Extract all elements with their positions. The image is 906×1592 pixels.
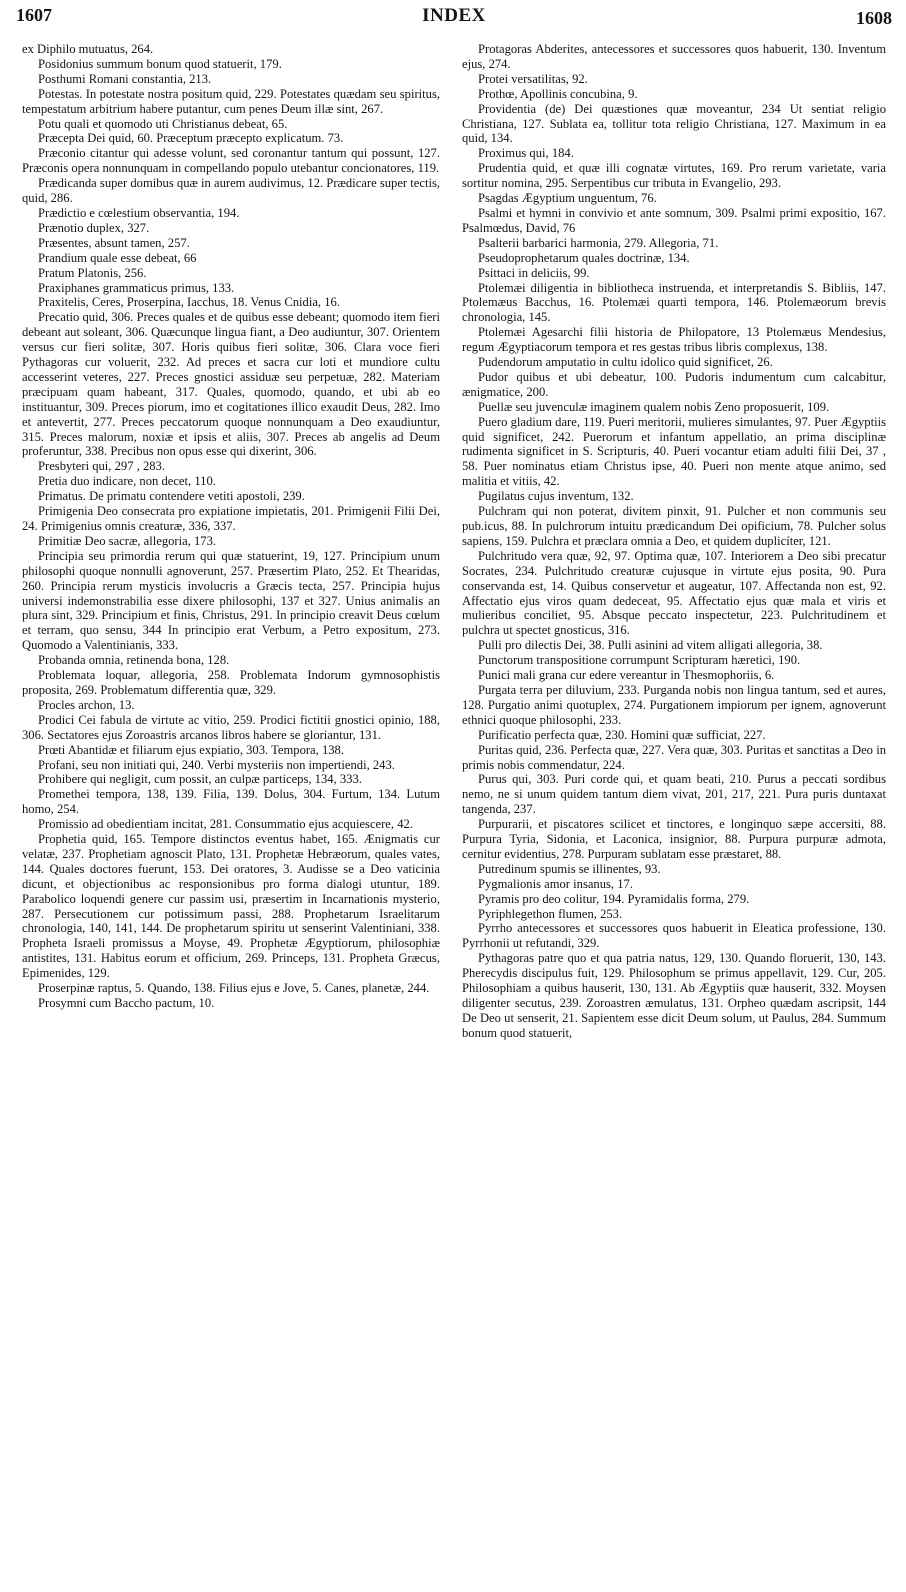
index-entry: Psalmi et hymni in convivio et ante somnum, 309. Psalmi primi expositio, 167. Psalmœdus, David, 76 [462,205,886,235]
index-entry: Prœti Abantidæ et filiarum ejus expiatio, 303. Tempora, 138. [38,742,344,757]
left-column [22,42,440,1586]
index-entry: Primigenia Deo consecrata pro expiatione impietatis, 201. Primigenii Filii Dei, 24. Primigenius omnis creaturæ, 336, 337. [22,504,440,533]
index-entry: Prudentia quid, et quæ illi cognatæ virtutes, 169. Pro rerum varietate, varia sortitur nomina, 295. Serpentibus cur tributa in Evangelio, 293. [462,161,886,191]
index-entry: Puritas quid, 236. Perfecta quæ, 227. Vera quæ, 303. Puritas et sanctitas a Deo in primis nobis commendatur, 224. [462,742,886,772]
index-entry: Protei versatilitas, 92. [478,71,588,86]
index-entry: Purus qui, 303. Puri corde qui, et quam beati, 210. Purus a peccati sordibus nemo, ne si unum quidem tantum diem vivat, 201, 217, 221. Pura puris duntaxat tangenda, 237. [462,772,886,817]
page-header [16,5,892,33]
page-number-right: 1608 [856,8,892,28]
index-entry: Providentia (de) Dei quæstiones quæ moveantur, 234 Ut sentiat religio Christiana, 127. Sublata ea, tollitur tota religio Christiana, 127. Maximum in ea quid, 134. [462,101,886,146]
index-entry: Precatio quid, 306. Preces quales et de quibus esse debeant; quomodo item fieri debeant aut soleant, 306. Quæcunque lingua fiant, a Deo audiuntur, 307. Orientem versus cur fieri solitæ, 307. Horis quibus fieri solitæ, 306. Clara voce fieri Pythagoras cur voluerit, 232. Ad preces et sacra cur loti et mundiore cultu accesserint veteres, 227. Preces gnostici assiduæ seu perpetuæ, 282. Materiam præcipuam quam habeant, 317. Quales, quomodo, quando, et ubi ab eo instituantur, 309. Preces piorum, imo et cogitationes illico exaudit Deus, 282. Imo et antevertit, 277. Preces peccatorum quoque nonnunquam a Deo exaudiuntur, 315. Preces malorum, noxiæ et ipsis et aliis, 307. Preces ab angelis ad Deum proferuntur, 338. Precibus non opus esse qui dixerint, 306. [22,310,440,459]
index-entry: Præconio citantur qui adesse volunt, sed coronantur tantum qui possunt, 127. Præconis opera nonnunquam in compellando populo utebantur concionatores, 119. [22,146,440,176]
index-entry: Prohibere qui negligit, cum possit, an culpæ particeps, 134, 333. [38,772,362,787]
index-entry: Promissio ad obedientiam incitat, 281. Consummatio ejus acquiescere, 42. [38,817,413,832]
index-entry: Pudendorum amputatio in cultu idolico quid significet, 26. [478,355,773,370]
index-entry: Prosymni cum Baccho pactum, 10. [38,996,215,1010]
index-entry: Pythagoras patre quo et qua patria natus, 129, 130. Quando floruerit, 130, 143. Pherecydis discipulus fuit, 129. Philosophum se primus appellavit, 129. Cur, 205. Philosophiam a quibus hauserit, 130, 131. Ab Ægyptiis quæ hauserit, 332. Moysen diligenter secutus, 239. Zoroastren æmulatus, 131. Orpheo quædam ascripsit, 144 De Deo ut senserit, 21. Sapientem esse dicit Deum solum, ut Paulus, 284. Summum bonum quod statuerit, [462,951,886,1040]
index-entry: Prodici Cei fabula de virtute ac vitio, 259. Prodici fictitii gnostici opinio, 188, 306. Sectatores ejus Zoroastris arcanos libros habere se gloriantur, 131. [22,712,440,742]
index-entry: Pulli pro dilectis Dei, 38. Pulli asinini ad vitem alligati allegoria, 38. [478,638,823,653]
index-entry: Pugilatus cujus inventum, 132. [478,489,634,504]
index-entry: Præsentes, absunt tamen, 257. [38,235,190,250]
index-entry: Prænotio duplex, 327. [38,220,150,235]
index-entry: Potu quali et quomodo uti Christianus debeat, 65. [38,116,288,131]
index-entry: Purificatio perfecta quæ, 230. Homini quæ sufficiat, 227. [478,727,766,742]
index-entry: Pygmalionis amor insanus, 17. [478,876,633,891]
index-entry: Proximus qui, 184. [478,146,574,161]
index-entry: Probanda omnia, retinenda bona, 128. [38,653,230,668]
index-entry: Pulchram qui non poterat, divitem pinxit, 91. Pulcher et non communis seu pub.icus, 88. In pulchrorum intuitu prædicandum Dei opificium, 78. Pulcher solus sapiens, 159. Pulchra et præclara omnia a Deo, et quidem duplicíter, 121. [462,504,886,548]
index-entry: Prothœ, Apollinis concubina, 9. [478,86,638,101]
index-entry: Pyrrho antecessores et successores quos habuerit in Eleatica professione, 130. Pyrrhonii ut refutandi, 329. [462,921,886,951]
index-entry: Præcepta Dei quid, 60. Præceptum præcepto explicatum. 73. [38,131,344,146]
index-entry: Posthumi Romani constantia, 213. [38,71,212,86]
index-entry: Pudor quibus et ubi debeatur, 100. Pudoris indumentum cum calcabitur, ænigmatice, 200. [462,369,886,399]
index-entry: Profani, seu non initiati qui, 240. Verbi mysteriis non impertiendi, 243. [38,757,395,772]
index-entry: Psittaci in deliciis, 99. [478,265,590,280]
index-entry: Psagdas Ægyptium unguentum, 76. [478,191,657,206]
index-entry: Promethei tempora, 138, 139. Filia, 139. Dolus, 304. Furtum, 134. Lutum homo, 254. [22,787,440,817]
index-entry: Primatus. De primatu contendere vetiti apostoli, 239. [38,489,305,504]
index-entry: Prophetia quid, 165. Tempore distinctos eventus habet, 165. Ænigmatis cur velatæ, 237. Prophetiam agnoscit Plato, 131. Prophetæ Hebræorum, quales vates, 144. Quales doctores fuerunt, 153. Dei oratores, 3. Audisse se a Deo vaticinia dicunt, et objectionibus ac responsionibus pro forma dialogi utuntur, 189. Parabolico loquendi genere cur passim usi, præsertim in Incarnationis mysterio, 287. Persecutionem cur potissimum passi, 288. Prophetarum Israelitarum chronologia, 140, 141, 144. De prophetarum spiritu ut senserint Valentiniani, 338. Propheta Israeli promissus a Moyse, 49. Prophetæ Ægyptiorum, philosophiæ antistites, 131. Habitus eorum et officium, 269. Princeps, 131. Propheta Græcus, Epimenides, 129. [22,832,440,981]
index-entry: Punctorum transpositione corrumpunt Scripturam hæretici, 190. [478,653,801,668]
index-entry: Purgata terra per diluvium, 233. Purganda nobis non lingua tantum, sed et aures, 128. Purgatio animi quotuplex, 274. Purgationem impiorum per ignem, agnoverunt ethnici quoque philosophi, 233. [462,682,886,727]
index-entry: Presbyteri qui, 297 , 283. [38,459,165,474]
index-entry: Proserpinæ raptus, 5. Quando, 138. Filius ejus e Jove, 5. Canes, planetæ, 244. [38,981,430,996]
index-entry: ex Diphilo mutuatus, 264. [22,42,154,56]
index-entry: Purpurarii, et piscatores scilicet et tinctores, e longinquo sæpe accersiti, 88. Purpura Tyria, Sidonia, et Laconica, insignior, 88. Purpura purpuræ admota, cernitur evidentius, 278. Purpuram sublatam esse præstaret, 88. [462,817,886,861]
index-entry: Praxiphanes grammaticus primus, 133. [38,280,235,295]
index-entry: Posidonius summum bonum quod statuerit, 179. [38,56,282,71]
index-entry: Protagoras Abderites, antecessores et successores quos habuerit, 130. Inventum ejus, 274. [462,42,886,71]
index-entry: Pretia duo indicare, non decet, 110. [38,474,216,489]
index-entry: Pyriphlegethon flumen, 253. [478,906,623,921]
index-entry: Pulchritudo vera quæ, 92, 97. Optima quæ, 107. Interiorem a Deo sibi precatur Socrates, 234. Pulchritudo creaturæ cujusque in virtute ejus posita, 90. Pura conservanda est, 14. Quibus conservetur et augeatur, 107. Affectanda non est, 92. Affectatio ejus viros quam dedeceat, 95. Affectatio ejus quæ mala et viris et mulieribus conciliet, 95. Absque peccato inspectetur, 223. Pulchritudinem et pulchra ut spectet gnosticus, 316. [462,548,886,638]
index-entry: Potestas. In potestate nostra positum quid, 229. Potestates quædam seu spiritus, tempestatum arbitrium habere putantur, cum penes Deum illæ sint, 267. [22,86,440,116]
index-entry: Pratum Platonis, 256. [38,265,147,280]
index-entry: Ptolemæi Agesarchi filii historia de Philopatore, 13 Ptolemæus Mendesius, regum Ægyptiacorum tempora et res gestas tribus libris complexus, 138. [462,325,886,355]
index-entry: Prædictio e cœlestium observantia, 194. [38,205,240,220]
index-entry: Prædicanda super domibus quæ in aurem audivimus, 12. Prædicare super tectis, quid, 286. [22,176,440,206]
index-entry: Procles archon, 13. [38,697,135,712]
index-entry: Puero gladium dare, 119. Pueri meritorii, mulieres simulantes, 97. Puer Ægyptiis quid significet, 242. Puerorum et infantum appellatio, an prima disciplinæ rudimenta significet in S. Scripturis, 40. Pueri vocantur etiam adulti filii Dei, 37 , 58. Puer nominatus etiam Christus ipse, 40. Pueri non mente atque animo, sed malitia et vitiis, 42. [462,414,886,489]
index-entry: Praxitelis, Ceres, Proserpina, Iacchus, 18. Venus Cnidia, 16. [38,295,340,310]
index-entry: Ptolemæi diligentia in bibliotheca instruenda, et interpretandis S. Bibliis, 147. Ptolemæus Bacchus, 16. Ptolemæi quarti tempora, 146. Ptolemæorum brevis chronologia, 145. [462,280,886,325]
index-entry: Problemata loquar, allegoria, 258. Problemata Indorum gymnosophistis proposita, 269. Problematum differentia quæ, 329. [22,668,440,697]
right-column [462,42,886,1586]
index-entry: Pyramis pro deo colitur, 194. Pyramidalis forma, 279. [478,891,750,906]
index-entry: Prandium quale esse debeat, 66 [38,250,197,265]
index-entry: Putredinum spumis se illinentes, 93. [478,861,661,876]
index-entry: Puellæ seu juvenculæ imaginem qualem nobis Zeno proposuerit, 109. [478,399,830,414]
index-entry: Primitiæ Deo sacræ, allegoria, 173. [38,533,217,548]
index-entry: Punici mali grana cur edere vereantur in Thesmophoriis, 6. [478,668,775,683]
index-entry: Psalterii barbarici harmonia, 279. Allegoria, 71. [478,235,719,250]
index-entry: Principia seu primordia rerum qui quæ statuerint, 19, 127. Principium unum philosophi quoque nonnulli agnoverunt, 257. Præsertim Plato, 252. Et Thearidas, 260. Principia rerum mysticis involucris a Græcis tecta, 257. Principia hujus universi indemonstrabilia esse dixere philosophi, 137 et 327. Unius animalis an plura sint, 329. Principium et finis, Christus, 291. In principio creavit Deus cœlum et terram, quo sensu, 344 In principio erat Verbum, a Petro expositum, 273. Quomodo a Valentinianis, 333. [22,548,440,653]
index-entry: Pseudoprophetarum quales doctrinæ, 134. [478,250,690,265]
page-number-left: 1607 [16,5,52,25]
page-title: INDEX [422,5,486,26]
